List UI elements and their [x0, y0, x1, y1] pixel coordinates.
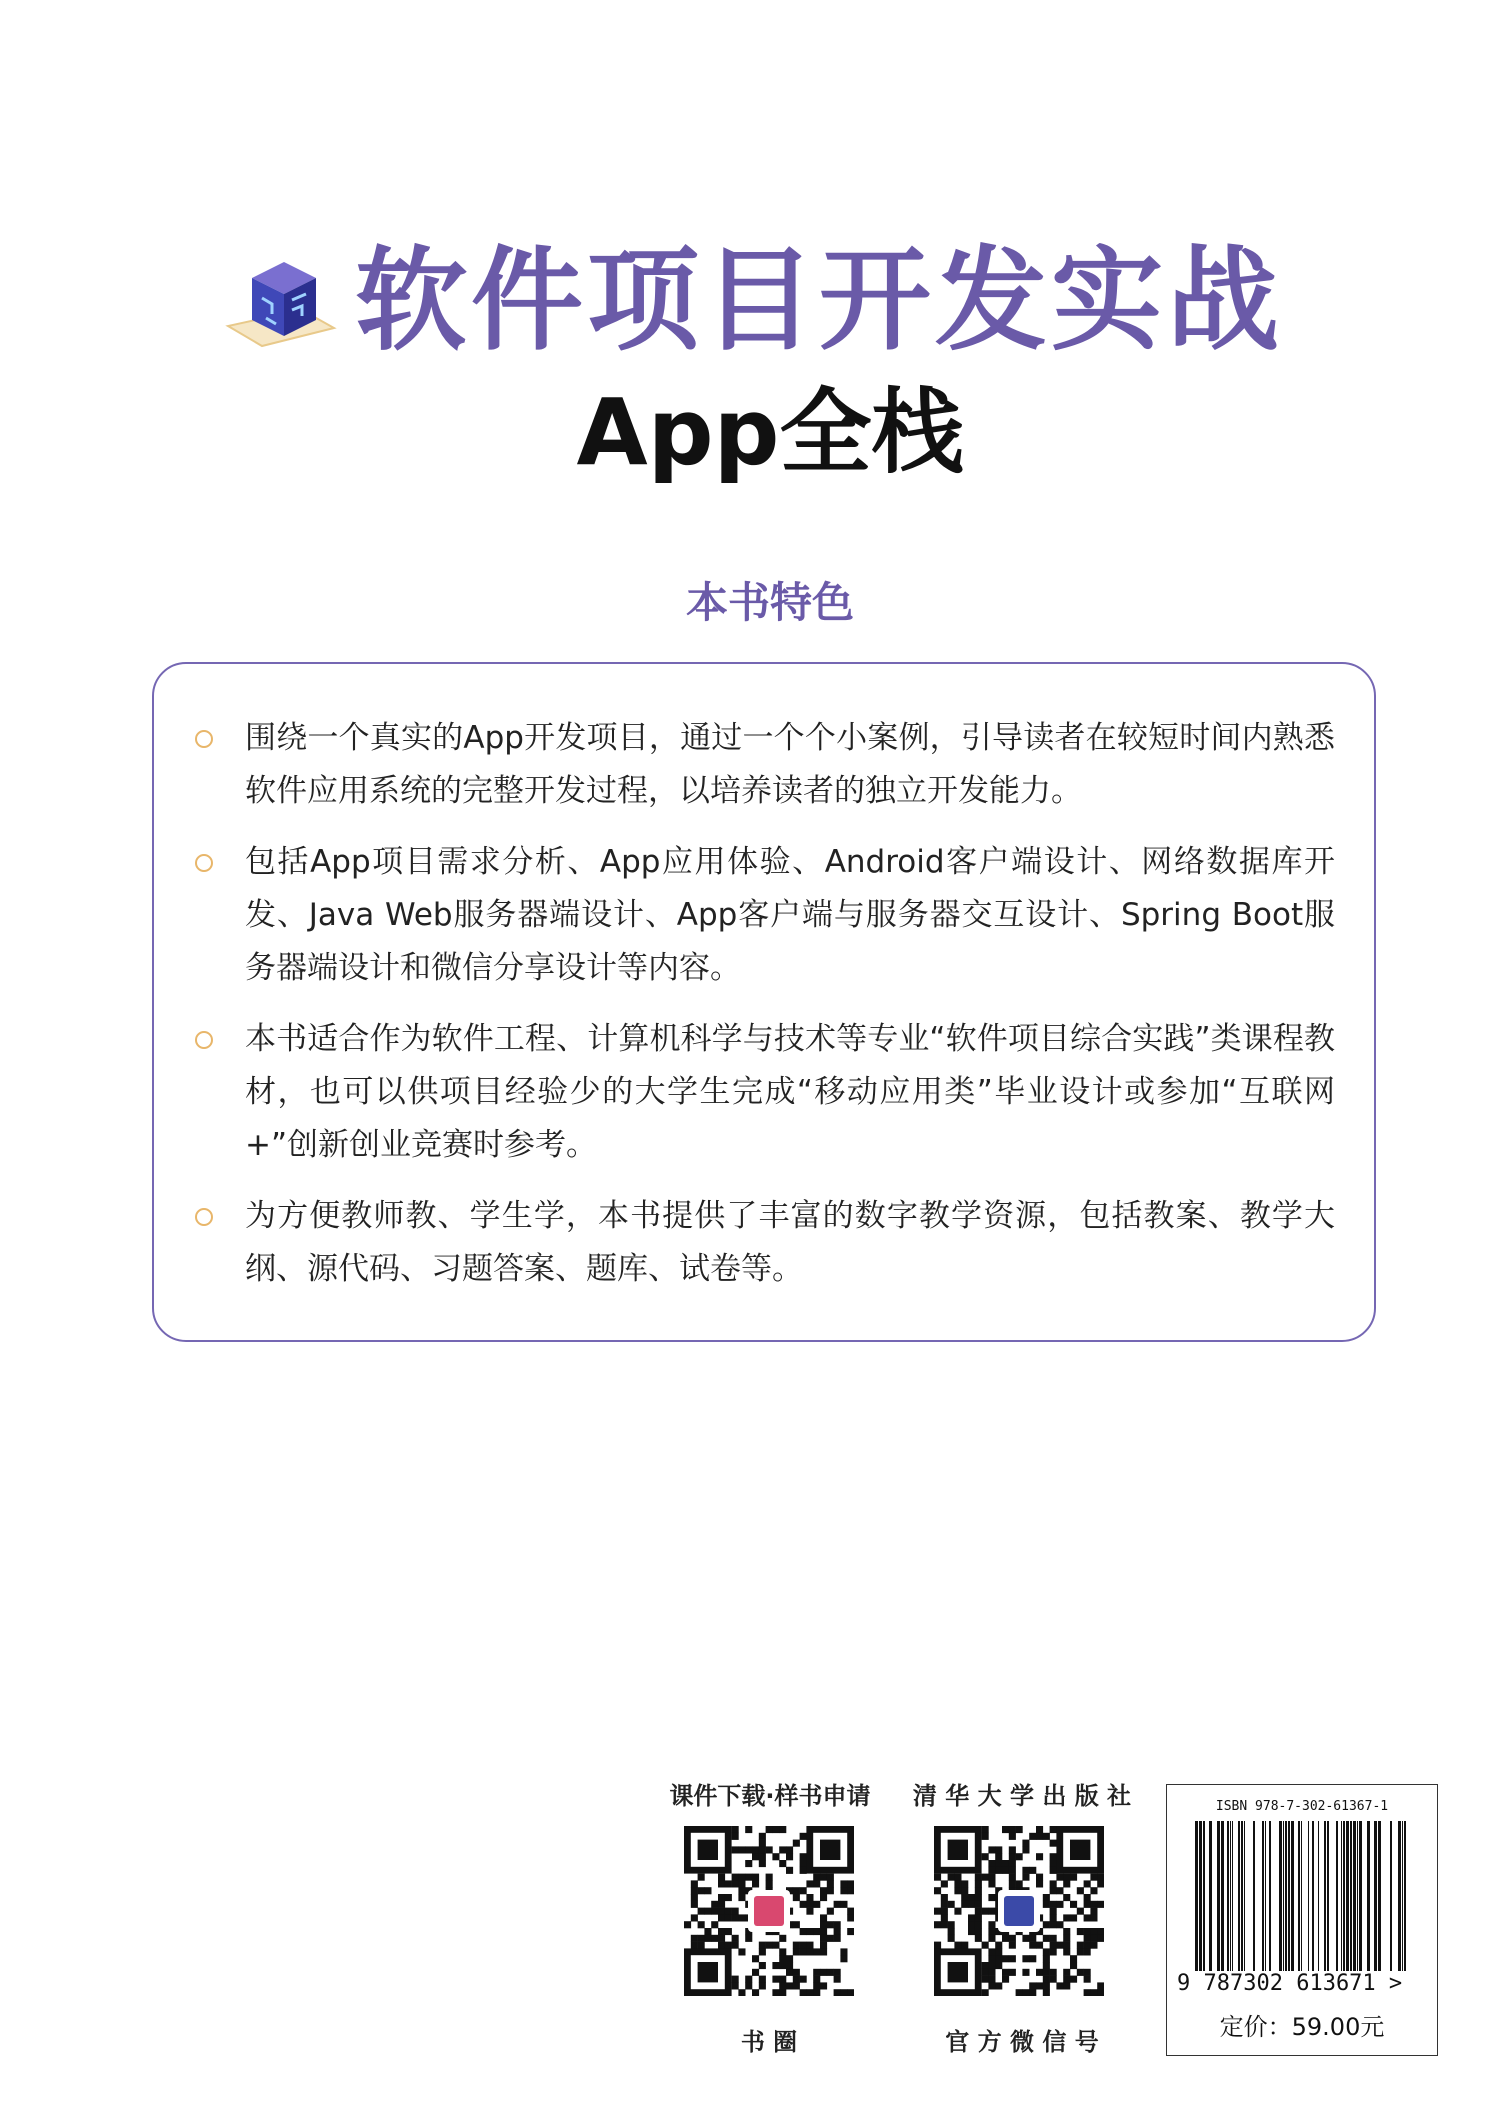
qr-book-circle-bottom-label: 书 圈	[740, 2028, 798, 2056]
sub-title: App全栈	[576, 379, 964, 486]
features-heading: 本书特色	[685, 578, 854, 627]
publisher-wechat-qr-code-icon	[934, 1826, 1104, 1996]
feature-text: 包括App项目需求分析、App应用体验、Android客户端设计、网络数据库开发、Java Web服务器端设计、App客户端与服务器交互设计、Spring Boot服务器端设计和微信分享设计等内容。	[245, 844, 1335, 986]
cube-logo-icon	[222, 248, 337, 358]
feature-text: 围绕一个真实的App开发项目，通过一个个小案例，引导读者在较短时间内熟悉软件应用系统的完整开发过程，以培养读者的独立开发能力。	[245, 720, 1335, 809]
isbn-barcode-box	[1166, 1784, 1438, 2056]
feature-item	[195, 836, 1335, 995]
circle-bullet-icon	[195, 1208, 213, 1226]
qr-publisher-bottom-label: 官 方 微 信 号	[945, 2028, 1099, 2056]
circle-bullet-icon	[195, 1031, 213, 1049]
feature-item	[195, 1190, 1335, 1296]
circle-bullet-icon	[195, 854, 213, 872]
feature-text: 本书适合作为软件工程、计算机科学与技术等专业“软件项目综合实践”类课程教材，也可以供项目经验少的大学生完成“移动应用类”毕业设计或参加“互联网+”创新创业竞赛时参考。	[245, 1021, 1335, 1163]
features-list	[195, 712, 1335, 1314]
book-circle-qr-code-icon	[684, 1826, 854, 1996]
qr-publisher-top-label: 清 华 大 学 出 版 社	[912, 1782, 1132, 1810]
isbn-number: ISBN 978-7-302-61367-1	[1215, 1799, 1389, 1814]
qr-book-circle-top-label: 课件下载·样书申请	[669, 1782, 871, 1810]
feature-item	[195, 712, 1335, 818]
barcode-icon	[1193, 1821, 1413, 1971]
feature-text: 为方便教师教、学生学，本书提供了丰富的数字教学资源，包括教案、教学大纲、源代码、习题答案、题库、试卷等。	[245, 1198, 1335, 1287]
circle-bullet-icon	[195, 730, 213, 748]
main-title: 软件项目开发实战	[355, 236, 1283, 366]
feature-item	[195, 1013, 1335, 1172]
isbn-digits: 9 787302 613671 >	[1177, 1971, 1403, 1996]
price-label: 定价：59.00元	[1219, 2013, 1385, 2041]
